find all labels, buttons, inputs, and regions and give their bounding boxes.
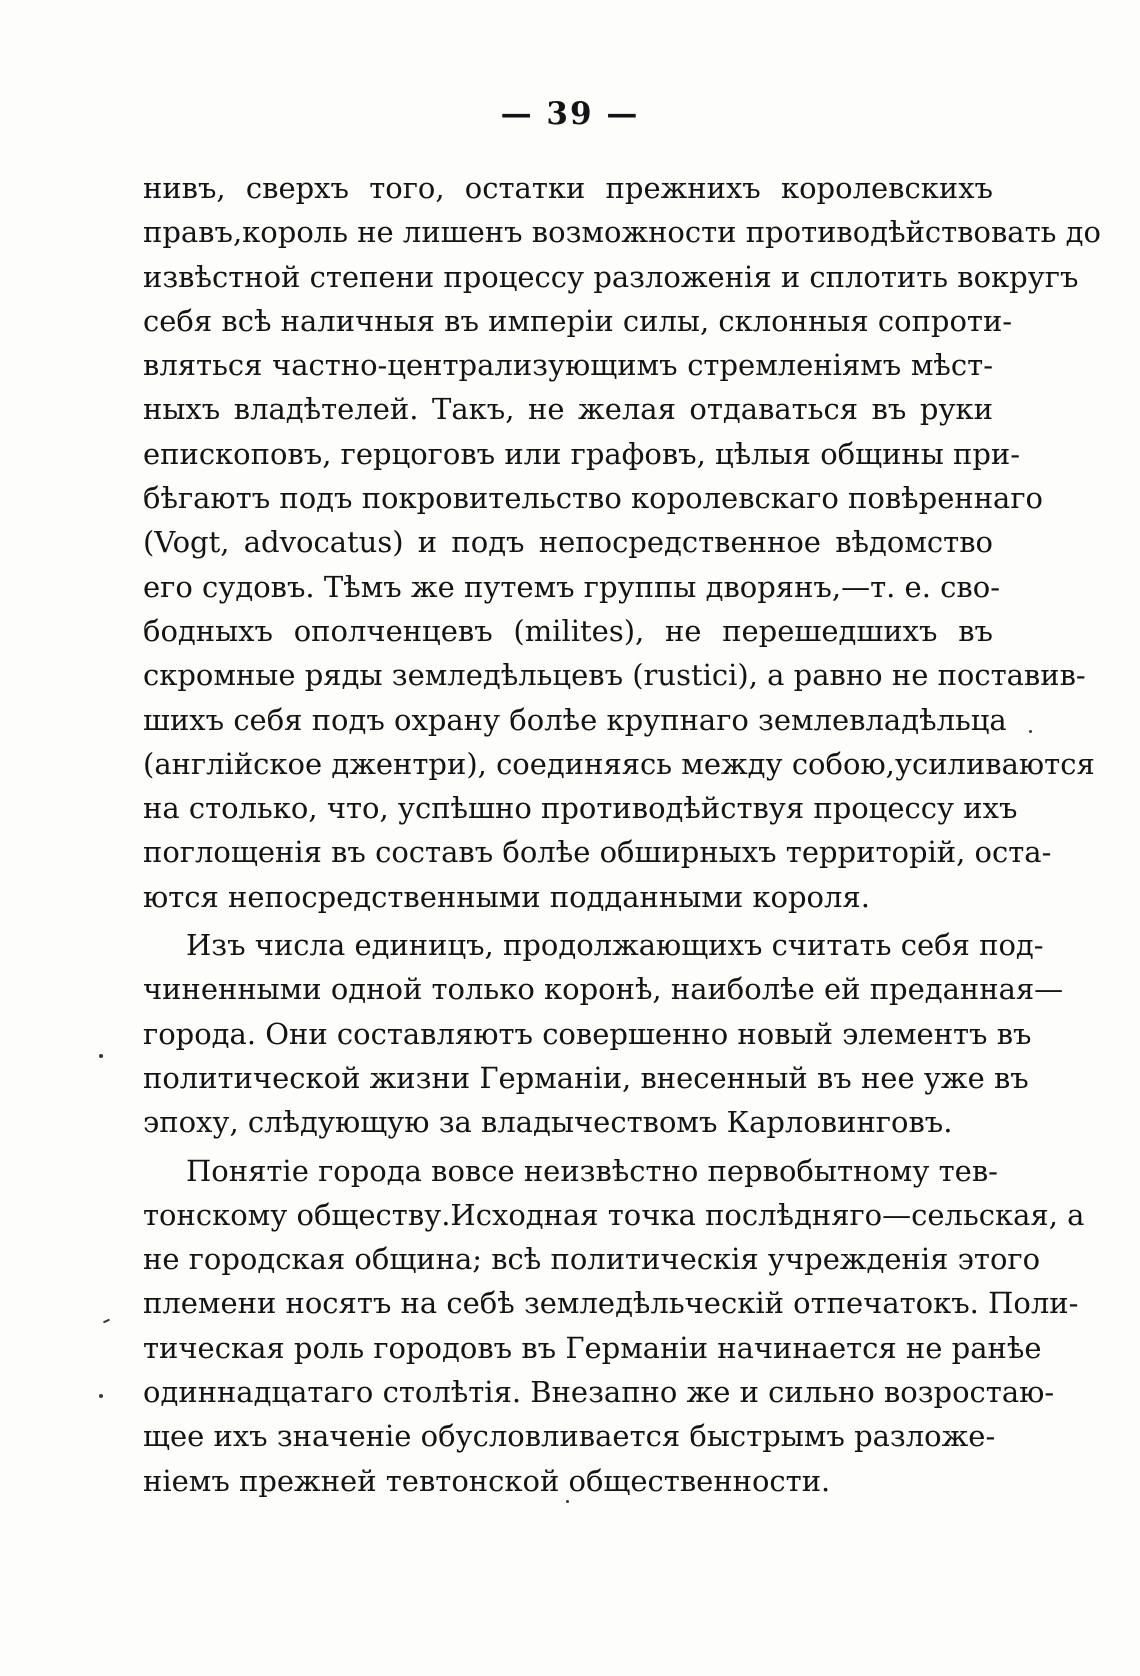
- paragraph-3: [143, 1149, 1085, 1503]
- text-line: бодныхъ ополченцевъ (milites), не перешедшихъ въ: [143, 613, 993, 648]
- text-line: (англійское джентри), соединяясь между собою,усиливаются: [143, 746, 1095, 781]
- text-line: ніемъ прежней тевтонской общественности.: [143, 1463, 831, 1498]
- text-line: поглощенія въ составъ болѣе обширныхъ территорій, оста-: [143, 835, 1052, 870]
- text-line: (Vogt, advocatus) и подъ непосредственное вѣдомство: [143, 525, 993, 560]
- text-line: нивъ, сверхъ того, остатки прежнихъ королевскихъ: [143, 171, 993, 205]
- text-line: города. Они составляютъ совершенно новый элементъ въ: [143, 1016, 1032, 1051]
- scan-speck: [1029, 730, 1032, 733]
- text-line: его судовъ. Тѣмъ же путемъ группы дворянъ,—т. е. сво-: [143, 569, 1000, 604]
- text-line: чиненными одной только коронѣ, наиболѣе ей преданная—: [143, 972, 1064, 1007]
- scan-speck: [99, 1054, 103, 1058]
- body-text: [143, 166, 1101, 1503]
- text-line: вляться частно-централизующимъ стремленіямъ мѣст-: [143, 348, 993, 383]
- text-line: племени носятъ на себѣ земледѣльческій отпечатокъ. Поли-: [143, 1286, 1079, 1321]
- scan-speck: [566, 1500, 569, 1503]
- text-line: ныхъ владѣтелей. Такъ, не желая отдаваться въ руки: [143, 392, 993, 427]
- text-line: Понятіе города вовсе неизвѣстно первобытному тев-: [186, 1153, 998, 1188]
- text-line: политической жизни Германіи, внесенный въ нее уже въ: [143, 1060, 1029, 1095]
- text-line: шихъ себя подъ охрану болѣе крупнаго землевладѣльца: [143, 702, 1007, 737]
- text-line: тическая роль городовъ въ Германіи начинается не ранѣе: [143, 1330, 1042, 1365]
- text-line: эпоху, слѣдующую за владычествомъ Карловинговъ.: [143, 1105, 953, 1140]
- paragraph-2: [143, 923, 1064, 1144]
- text-line: бѣгаютъ подъ покровительство королевскаго повѣреннаго: [143, 481, 1043, 516]
- text-line: тонскому обществу.Исходная точка послѣдняго—сельская, а: [143, 1197, 1085, 1232]
- text-line: себя всѣ наличныя въ имперіи силы, склонныя сопроти-: [143, 303, 1013, 338]
- text-line: епископовъ, герцоговъ или графовъ, цѣлыя общины при-: [143, 436, 1021, 471]
- text-line: правъ,король не лишенъ возможности противодѣйствовать до: [143, 215, 1101, 250]
- text-line: не городская община; всѣ политическія учрежденія этого: [143, 1242, 1041, 1277]
- scan-speck: [103, 1319, 110, 1324]
- text-line: щее ихъ значеніе обусловливается быстрымъ разложе-: [143, 1419, 996, 1454]
- page-number: — 39 —: [500, 96, 640, 132]
- text-line: одиннадцатаго столѣтія. Внезапно же и сильно возростаю-: [143, 1375, 1055, 1410]
- scan-speck: [99, 1394, 103, 1398]
- text-line: на столько, что, успѣшно противодѣйствуя процессу ихъ: [143, 791, 1018, 826]
- text-line: Изъ числа единицъ, продолжающихъ считать себя под-: [186, 928, 1044, 963]
- paragraph-1: [143, 166, 1101, 919]
- text-line: извѣстной степени процессу разложенія и сплотить вокругъ: [143, 259, 1079, 294]
- text-line: скромные ряды земледѣльцевъ (rustici), а равно не поставив-: [143, 658, 1086, 693]
- text-line: ются непосредственными подданными короля.: [143, 879, 870, 914]
